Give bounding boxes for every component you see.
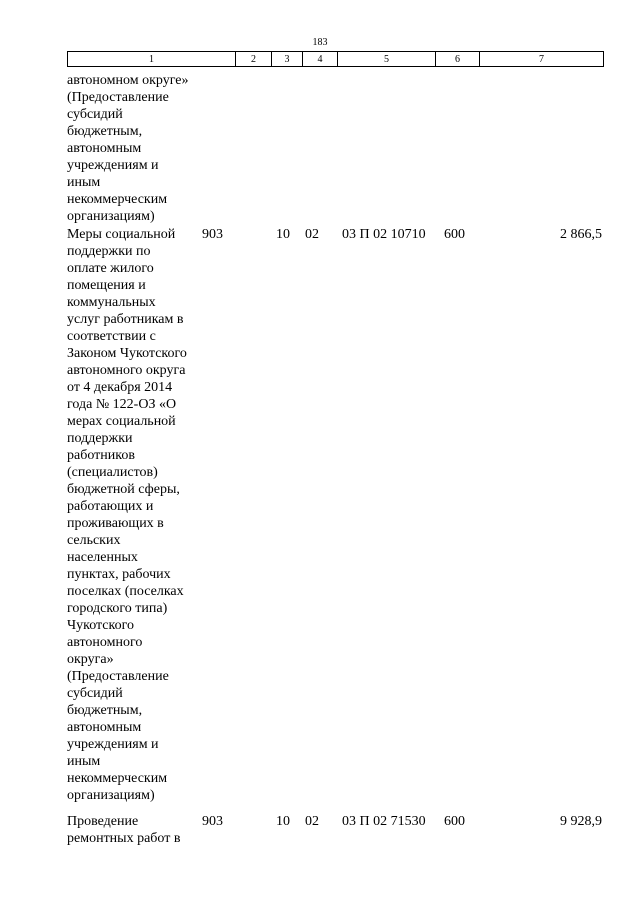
subsection-code: 02 <box>305 814 319 829</box>
row-description: Меры социальной <box>67 227 176 242</box>
column-header-7: 7 <box>480 52 604 67</box>
section-code: 10 <box>276 814 290 829</box>
column-header-4: 4 <box>303 52 338 67</box>
row-description: мерах социальной <box>67 414 176 429</box>
row-description: бюджетным, <box>67 124 143 139</box>
column-number-row <box>68 52 604 67</box>
page-number: 183 <box>312 37 328 48</box>
row-description: городского типа) <box>67 601 168 616</box>
subsection-code: 02 <box>305 227 319 242</box>
admin-code: 903 <box>202 227 223 242</box>
row-description: оплате жилого <box>67 261 154 276</box>
row-description: соответствии с <box>67 329 156 344</box>
row-description: Чукотского <box>67 618 134 633</box>
row-description: организациям) <box>67 209 155 224</box>
row-description: автономного <box>67 635 143 650</box>
row-description: бюджетным, <box>67 703 143 718</box>
target-article-code: 03 П 02 10710 <box>342 227 426 242</box>
row-description: учреждениям и <box>67 737 159 752</box>
row-description: учреждениям и <box>67 158 159 173</box>
column-header-3: 3 <box>272 52 303 67</box>
row-description: (Предоставление <box>67 90 169 105</box>
expense-type-code: 600 <box>444 814 465 829</box>
row-description: работников <box>67 448 135 463</box>
amount-value: 9 928,9 <box>560 814 602 829</box>
row-description: округа» <box>67 652 114 667</box>
row-description: услуг работникам в <box>67 312 184 327</box>
column-header-1: 1 <box>68 52 236 67</box>
expense-type-code: 600 <box>444 227 465 242</box>
row-description: субсидий <box>67 686 123 701</box>
row-description: автономном округе» <box>67 73 189 88</box>
row-description: проживающих в <box>67 516 164 531</box>
row-description: автономным <box>67 720 142 735</box>
row-description: некоммерческим <box>67 192 168 207</box>
row-description: поселках (поселках <box>67 584 184 599</box>
row-description: бюджетной сферы, <box>67 482 180 497</box>
row-description: организациям) <box>67 788 155 803</box>
row-description: иным <box>67 754 101 769</box>
row-description: сельских <box>67 533 121 548</box>
column-header-2: 2 <box>236 52 272 67</box>
row-description: Проведение <box>67 814 139 829</box>
row-description: поддержки по <box>67 244 151 259</box>
row-description: иным <box>67 175 101 190</box>
row-description: Законом Чукотского <box>67 346 187 361</box>
amount-value: 2 866,5 <box>560 227 602 242</box>
column-header-5: 5 <box>338 52 436 67</box>
row-description: пунктах, рабочих <box>67 567 171 582</box>
column-header-6: 6 <box>436 52 480 67</box>
row-description: населенных <box>67 550 138 565</box>
row-description: коммунальных <box>67 295 156 310</box>
row-description: помещения и <box>67 278 146 293</box>
row-description: поддержки <box>67 431 133 446</box>
admin-code: 903 <box>202 814 223 829</box>
row-description: (Предоставление <box>67 669 169 684</box>
row-description: работающих и <box>67 499 154 514</box>
column-header-table <box>67 51 604 67</box>
target-article-code: 03 П 02 71530 <box>342 814 426 829</box>
row-description: ремонтных работ в <box>67 831 181 846</box>
row-description: автономным <box>67 141 142 156</box>
row-description: субсидий <box>67 107 123 122</box>
row-description: автономного округа <box>67 363 186 378</box>
row-description: (специалистов) <box>67 465 158 480</box>
section-code: 10 <box>276 227 290 242</box>
row-description: года № 122-ОЗ «О <box>67 397 177 412</box>
row-description: от 4 декабря 2014 <box>67 380 173 395</box>
row-description: некоммерческим <box>67 771 168 786</box>
